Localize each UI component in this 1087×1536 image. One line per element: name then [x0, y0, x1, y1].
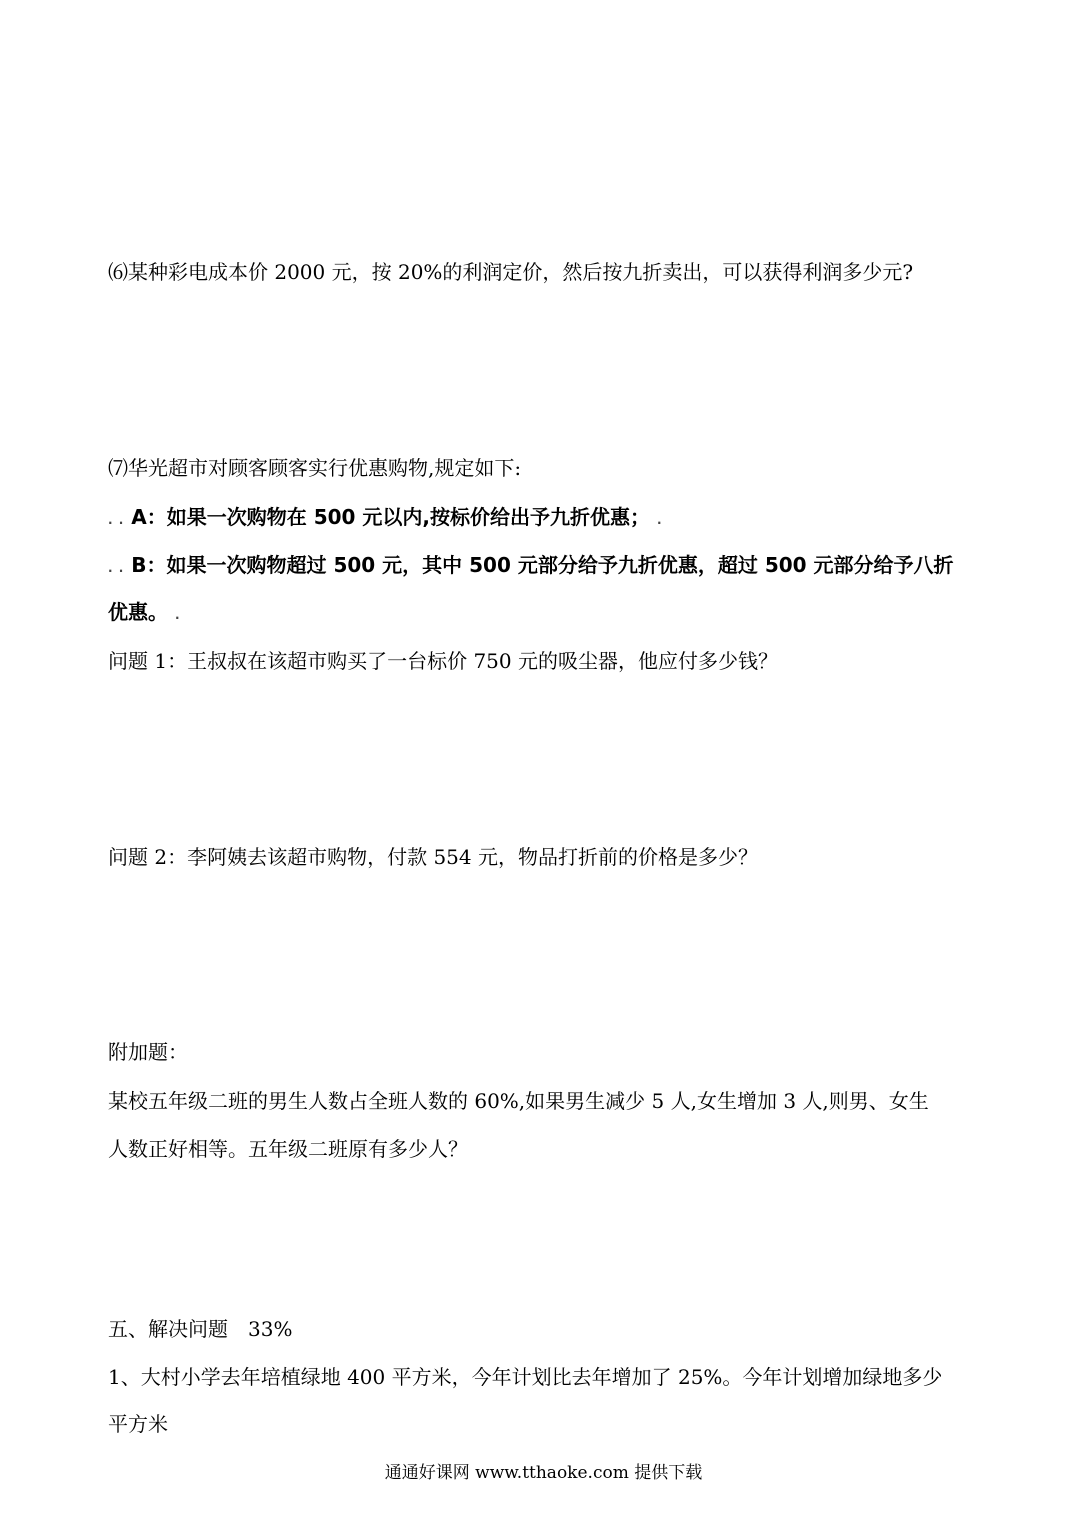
rule-a-suffix: . — [656, 513, 663, 527]
rule-b-text: B：如果一次购物超过 500 元，其中 500 元部分给予九折优惠，超过 500 元部分给予八折 — [131, 553, 954, 577]
page-footer: 通通好课网 www.tthaoke.com 提供下载 — [384, 1463, 703, 1483]
rule-b-text-2: 优惠。 — [108, 600, 168, 624]
rule-b-line-1 — [108, 551, 954, 582]
rule-a-text: A：如果一次购物在 500 元以内,按标价给出予九折优惠； — [131, 505, 651, 529]
section-5-heading: 五、解决问题 33% — [108, 1317, 293, 1341]
question-7-intro: ⑺华光超市对顾客顾客实行优惠购物,规定如下: — [108, 456, 522, 480]
question-7-2: 问题 2：李阿姨去该超市购物，付款 554 元，物品打折前的价格是多少？ — [108, 845, 758, 869]
question-7-1: 问题 1：王叔叔在该超市购买了一台标价 750 元的吸尘器，他应付多少钱？ — [108, 649, 778, 673]
extra-line-1: 某校五年级二班的男生人数占全班人数的 60%,如果男生减少 5 人,女生增加 3 人,则男、女生 — [108, 1089, 929, 1113]
extra-line-2: 人数正好相等。五年级二班原有多少人？ — [108, 1137, 468, 1161]
rule-a-prefix: . . — [108, 513, 125, 527]
question-6: ⑹某种彩电成本价 2000 元，按 20%的利润定价，然后按九折卖出，可以获得利润多少元? — [108, 260, 914, 284]
section-5-q1-line-2: 平方米 — [108, 1412, 168, 1436]
rule-b-line-2 — [108, 598, 181, 629]
rule-a — [108, 503, 663, 534]
rule-b-suffix: . — [174, 608, 181, 622]
section-5-q1-line-1: 1、大村小学去年培植绿地 400 平方米，今年计划比去年增加了 25%。今年计划增加绿地多少 — [108, 1365, 943, 1389]
extra-heading: 附加题： — [108, 1040, 188, 1064]
rule-b-prefix: . . — [108, 561, 125, 575]
